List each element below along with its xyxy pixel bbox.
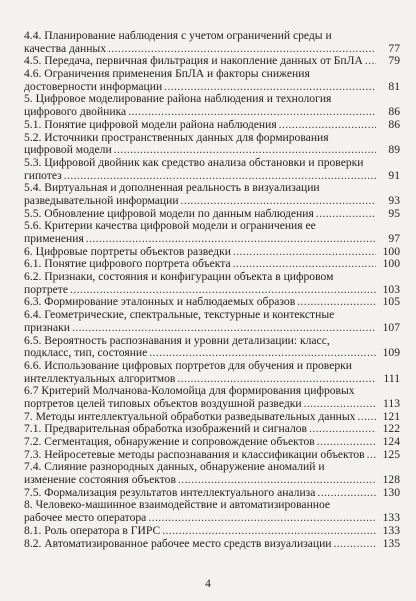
toc-page-number: 100 (382, 244, 400, 258)
toc-entry (24, 93, 400, 118)
toc-leader-dots (181, 195, 376, 208)
toc-leader-dots (316, 208, 376, 221)
toc-entry-title: 7.3. Нейросетевые методы распознавания и классификации объектов (24, 447, 365, 461)
toc-page-number: 100 (382, 257, 400, 271)
toc-entry-title: 5.2. Источники пространственных данных для формирования (24, 130, 329, 144)
toc-page-number: 103 (382, 282, 400, 296)
toc-entry-title: гипотез (24, 168, 62, 182)
toc-page-number: 91 (388, 168, 400, 182)
toc-page-number: 89 (388, 143, 400, 157)
table-of-contents (24, 30, 400, 550)
toc-page-number: 93 (388, 193, 400, 207)
toc-entry-line (24, 195, 400, 208)
toc-entry (24, 157, 400, 182)
toc-entry-title: 6.4. Геометрические, спектральные, текстурные и контекстные (24, 308, 335, 322)
toc-entry-title: изменение состояния объектов (24, 473, 176, 487)
toc-leader-dots (148, 512, 376, 525)
toc-page-number: 125 (382, 447, 400, 461)
toc-page-number: 133 (382, 523, 400, 537)
toc-entry-title: разведывательной информации (24, 193, 179, 207)
toc-entry-title: 8.2. Автоматизированное рабочее место средств визуализации (24, 536, 332, 550)
toc-entry-line (24, 512, 400, 525)
toc-entry-title: 7.1. Предварительная обработка изображений и сигналов (24, 422, 308, 436)
toc-entry (24, 271, 400, 296)
toc-entry (24, 182, 400, 207)
toc-entry-title: 8.1. Роль оператора в ГИРС (24, 523, 161, 537)
toc-entry-title: 5.4. Виртуальная и дополненная реальность в визуализации (24, 181, 320, 195)
toc-entry-title: 7.2. Сегментация, обнаружение и сопровождение объектов (24, 435, 315, 448)
toc-entry-title: 6.2. Признаки, состояния и конфигурации объекта в цифровом (24, 270, 334, 284)
toc-entry (24, 68, 400, 93)
toc-entry-title: 5. Цифровое моделирование района наблюдения и технология (24, 92, 332, 106)
toc-entry-title: 7.4. Слияние разнородных данных, обнаружение аномалий и (24, 460, 325, 474)
toc-page-number: 77 (388, 41, 400, 55)
toc-leader-dots (149, 347, 376, 360)
toc-entry (24, 499, 400, 524)
toc-entry-title: 8. Человеко-машинное взаимодействие и автоматизированное (24, 498, 331, 512)
toc-entry-title: 7. Методы интеллектуальной обработки разведывательных данных (24, 409, 356, 423)
toc-entry-title: 5.3. Цифровой двойник как средство анализа обстановки и проверки (24, 155, 364, 169)
toc-leader-dots (279, 119, 376, 132)
toc-leader-dots (357, 411, 376, 424)
toc-entry-line (24, 157, 400, 170)
toc-entry-title: 5.5. Обновление цифровой модели по данным наблюдения (24, 206, 314, 220)
toc-page-number: 81 (388, 79, 400, 93)
toc-page-number: 109 (382, 346, 400, 360)
toc-entry-title: 4.4. Планирование наблюдения с учетом ограничений среды и (24, 29, 332, 42)
toc-page-number: 122 (382, 422, 400, 436)
toc-entry-line (24, 68, 400, 81)
toc-page-number: 97 (388, 232, 400, 245)
toc-entry (24, 385, 400, 410)
toc-entry (24, 335, 400, 360)
toc-entry-line (24, 309, 400, 322)
toc-entry (24, 360, 400, 385)
toc-page-number: 107 (382, 320, 400, 334)
toc-entry-title: цифровой модели (24, 143, 112, 157)
toc-leader-dots (72, 322, 376, 335)
toc-entry-title: применения (24, 232, 84, 245)
toc-entry-title: интеллектуальных алгоритмов (24, 371, 176, 385)
toc-entry (24, 436, 400, 449)
toc-entry-title: 5.6. Критерии качества цифровой модели и ограничения ее (24, 219, 316, 233)
toc-entry-line (24, 271, 400, 284)
toc-entry-line (24, 119, 400, 132)
toc-page-number: 86 (388, 117, 400, 131)
toc-leader-dots (304, 398, 376, 411)
toc-page-number: 86 (388, 105, 400, 119)
toc-page-number: 130 (382, 485, 400, 499)
toc-entry-line (24, 322, 400, 335)
toc-entry-title: 6.3. Формирование эталонных и наблюдаемых образов (24, 295, 296, 309)
toc-entry-title: 6.7 Критерий Молчанова-Коломойца для формирования цифровых (24, 384, 355, 398)
toc-entry-title: 5.1. Понятие цифровой модели района наблюдения (24, 117, 277, 131)
toc-entry-line (24, 106, 400, 119)
toc-entry-title: достоверности информации (24, 79, 163, 93)
toc-page-number: 121 (382, 409, 400, 423)
toc-leader-dots (367, 449, 376, 462)
toc-page-number: 79 (388, 54, 400, 68)
toc-entry-line (24, 233, 400, 246)
toc-entry-title: 7.5. Формализация результатов интеллектуального анализа (24, 485, 316, 499)
toc-entry-line (24, 347, 400, 360)
toc-entry (24, 30, 400, 55)
toc-page-number: 124 (382, 435, 400, 448)
toc-entry-title: подкласс, тип, состояние (24, 346, 148, 360)
toc-page-number: 113 (383, 396, 400, 410)
toc-leader-dots (334, 538, 377, 551)
toc-leader-dots (317, 436, 376, 449)
toc-entry-line (24, 436, 400, 449)
toc-entry (24, 309, 400, 334)
toc-page-number: 105 (382, 295, 400, 309)
toc-entry-title: качества данных (24, 41, 107, 55)
toc-leader-dots (178, 474, 376, 487)
toc-entry-title: портрете (24, 282, 69, 296)
toc-leader-dots (233, 246, 376, 259)
toc-entry-title: 6.5. Вероятность распознавания и уровни детализации: класс, (24, 333, 330, 347)
toc-entry-line (24, 30, 400, 43)
toc-entry-line (24, 144, 400, 157)
toc-entry (24, 461, 400, 486)
toc-entry-line (24, 398, 400, 411)
toc-entry (24, 525, 400, 538)
toc-leader-dots (114, 144, 376, 157)
toc-page-number: 128 (382, 473, 400, 487)
toc-entry-title: 6.1. Понятие цифрового портрета объекта (24, 257, 231, 271)
toc-entry (24, 132, 400, 157)
page-number: 4 (205, 578, 211, 590)
toc-entry-title: рабочее место оператора (24, 511, 147, 525)
toc-entry-line (24, 525, 400, 538)
toc-entry-title: 4.5. Передача, первичная фильтрация и накопление данных от БпЛА (24, 54, 363, 68)
toc-entry (24, 538, 400, 551)
toc-entry-title: цифрового двойника (24, 105, 127, 119)
toc-entry-line (24, 538, 400, 551)
toc-entry-title: 4.6. Ограничения применения БпЛА и факторы снижения (24, 67, 310, 81)
toc-page-number: 111 (383, 371, 400, 385)
toc-leader-dots (162, 525, 376, 538)
toc-entry-title: 6.6. Использование цифровых портретов для обучения и проверки (24, 358, 352, 372)
toc-entry-line (24, 360, 400, 373)
toc-page-number: 135 (382, 536, 400, 550)
toc-page-number: 133 (382, 511, 400, 525)
toc-page-number: 95 (388, 206, 400, 220)
toc-leader-dots (128, 106, 376, 119)
toc-entry-title: портретов целей типовых объектов воздушной разведки (24, 396, 302, 410)
toc-entry (24, 119, 400, 132)
toc-entry-title: признаки (24, 320, 70, 334)
toc-leader-dots (365, 55, 376, 68)
toc-entry-title: 6. Цифровые портреты объектов разведки (24, 244, 231, 258)
toc-entry (24, 220, 400, 245)
toc-entry-line (24, 474, 400, 487)
toc-leader-dots (309, 423, 376, 436)
toc-leader-dots (86, 233, 376, 246)
